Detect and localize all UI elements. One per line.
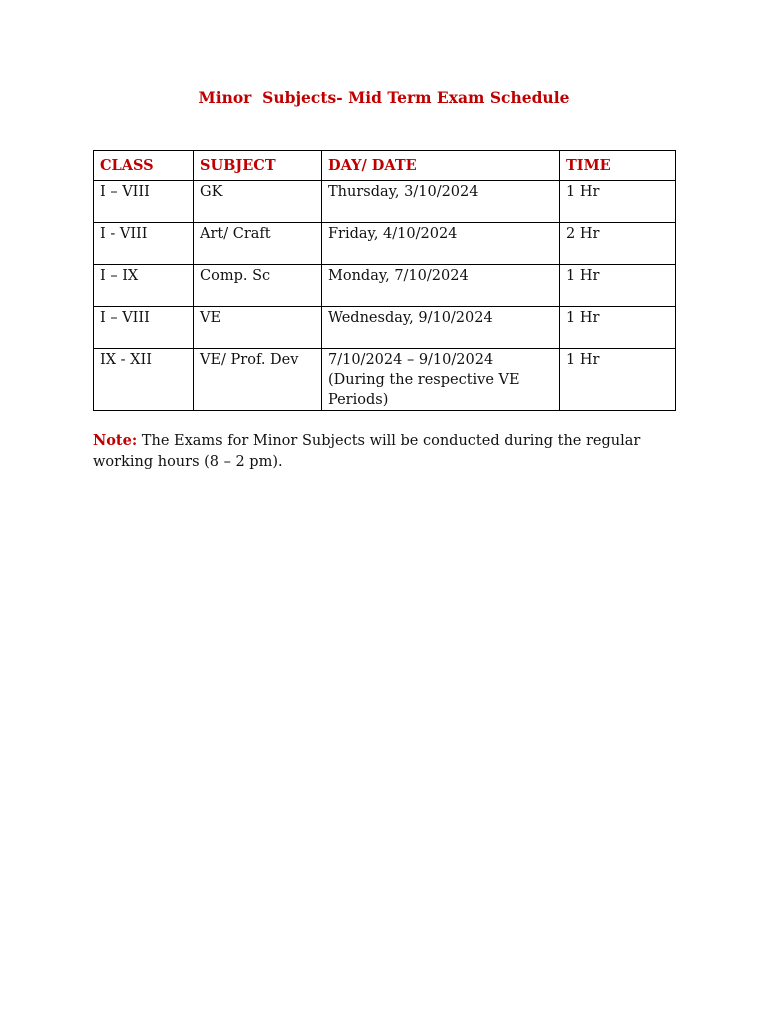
table-row <box>94 223 676 265</box>
cell-day-date: Thursday, 3/10/2024 <box>322 181 560 223</box>
header-day-date: DAY/ DATE <box>322 151 560 181</box>
cell-time: 2 Hr <box>560 223 676 265</box>
table-row <box>94 307 676 349</box>
cell-day-date: Monday, 7/10/2024 <box>322 265 560 307</box>
table-header-row <box>94 151 676 181</box>
cell-class: IX - XII <box>94 349 194 411</box>
cell-time: 1 Hr <box>560 307 676 349</box>
note-text: The Exams for Minor Subjects will be conducted during the regular working hours (8 – 2 pm). <box>93 433 641 470</box>
header-class: CLASS <box>94 151 194 181</box>
cell-time: 1 Hr <box>560 265 676 307</box>
cell-class: I - VIII <box>94 223 194 265</box>
cell-day-date: 7/10/2024 – 9/10/2024 (During the respective VE Periods) <box>322 349 560 411</box>
cell-subject: VE <box>194 307 322 349</box>
table-row <box>94 181 676 223</box>
page-title: Minor Subjects- Mid Term Exam Schedule <box>198 88 570 107</box>
note-label: Note: <box>93 432 138 449</box>
exam-schedule-table <box>93 150 676 411</box>
cell-class: I – IX <box>94 265 194 307</box>
cell-subject: Art/ Craft <box>194 223 322 265</box>
cell-subject: GK <box>194 181 322 223</box>
cell-class: I – VIII <box>94 307 194 349</box>
header-time: TIME <box>560 151 676 181</box>
cell-class: I – VIII <box>94 181 194 223</box>
cell-day-date: Friday, 4/10/2024 <box>322 223 560 265</box>
cell-subject: VE/ Prof. Dev <box>194 349 322 411</box>
table-row <box>94 349 676 411</box>
note-paragraph <box>93 430 683 473</box>
table-row <box>94 265 676 307</box>
cell-time: 1 Hr <box>560 349 676 411</box>
cell-time: 1 Hr <box>560 181 676 223</box>
header-subject: SUBJECT <box>194 151 322 181</box>
cell-day-date: Wednesday, 9/10/2024 <box>322 307 560 349</box>
cell-subject: Comp. Sc <box>194 265 322 307</box>
